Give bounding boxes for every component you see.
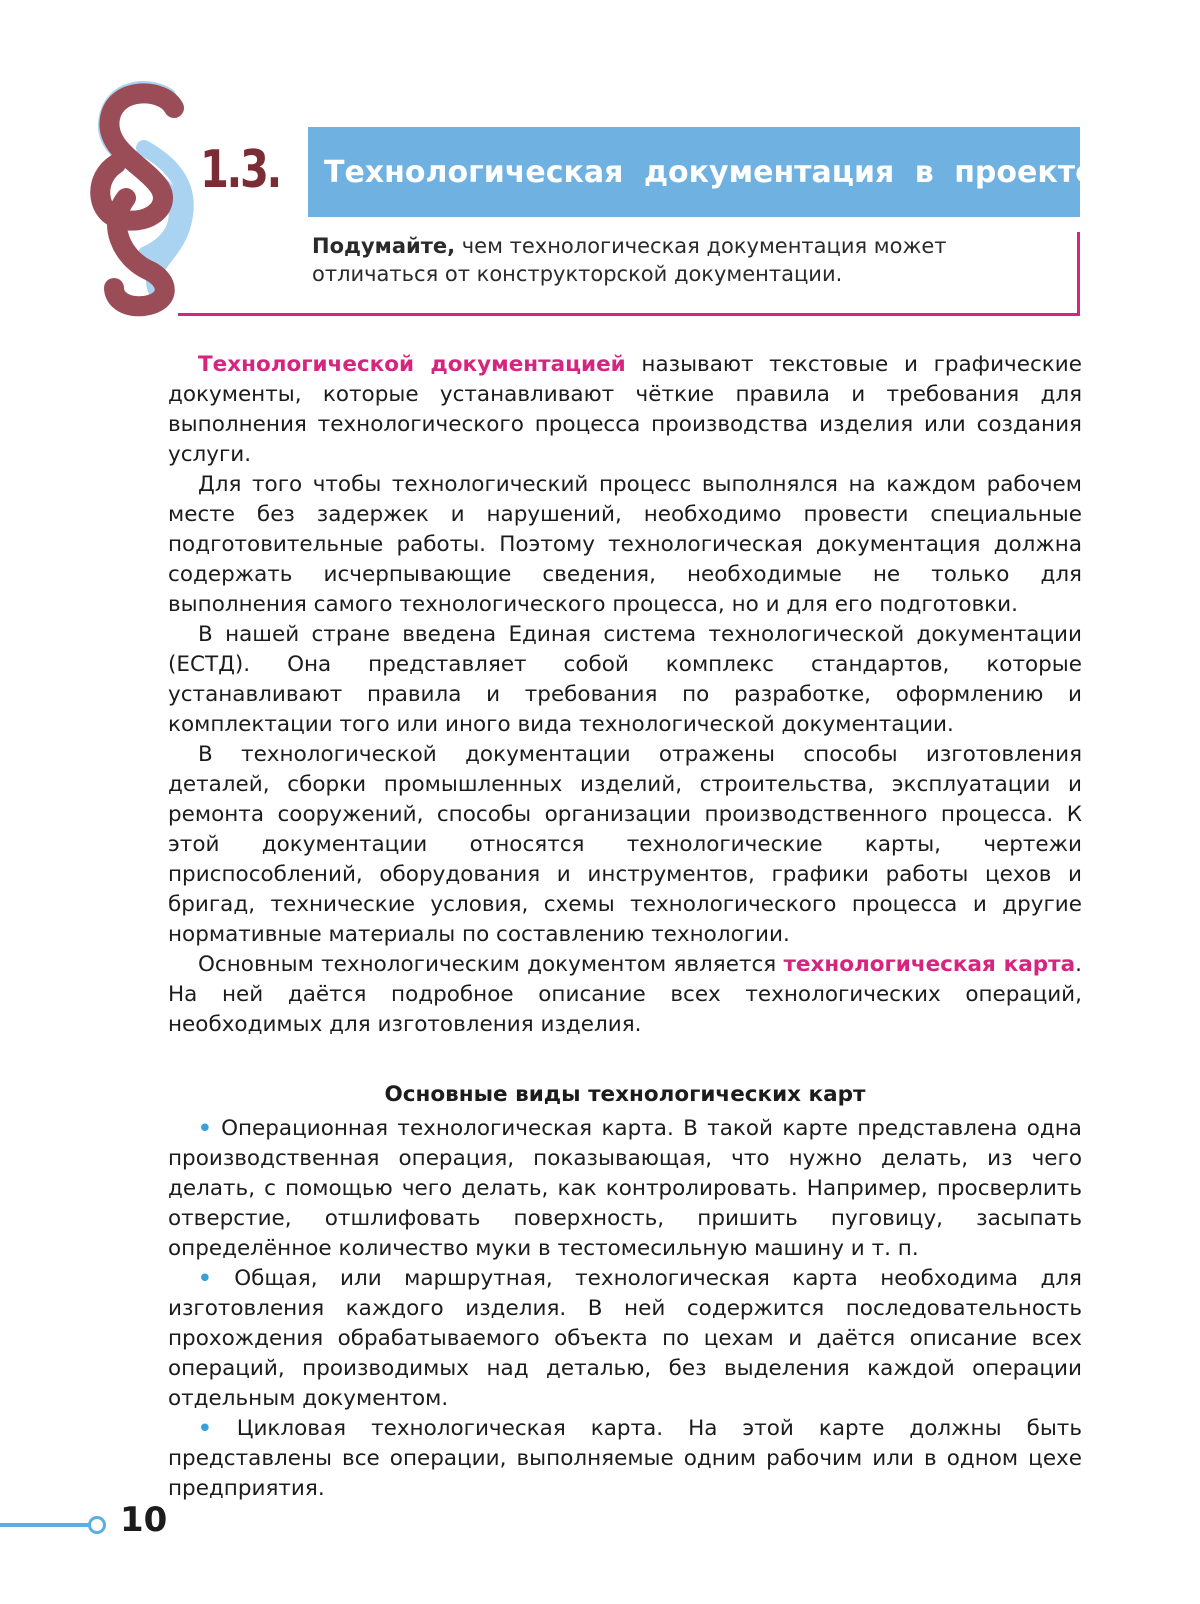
bullet-icon: • — [198, 1416, 212, 1441]
term-highlight: технологическая карта — [783, 952, 1076, 977]
think-prompt — [312, 232, 1068, 288]
page-marker-line — [0, 1523, 92, 1527]
page-number: 10 — [120, 1500, 168, 1540]
think-text: чем технологическая документация может отличаться от конструкторской документации. — [312, 234, 947, 286]
paragraph — [168, 950, 1082, 1040]
think-border-bottom — [178, 313, 1080, 316]
list-item-text: Цикловая технологическая карта. На этой карте должны быть представлены все операции, выполняемые одним рабочим или в одном цехе предприятия. — [168, 1416, 1082, 1501]
section-sign-icon — [86, 78, 206, 318]
title-banner — [308, 127, 1096, 217]
bullet-icon: • — [198, 1266, 212, 1291]
list-item — [168, 1114, 1082, 1264]
paragraph-text: называют текстовые и графические документы, которые устанавливают чёткие правила и требования для выполнения технологического процесса производства изделия или создания услуги. — [168, 352, 1082, 467]
paragraph-text: Основным технологическим документом является — [198, 952, 784, 977]
paragraph-text: . На ней даётся подробное описание всех технологических операций, необходимых для изготовления изделия. — [168, 952, 1082, 1037]
paragraph: Для того чтобы технологический процесс выполнялся на каждом рабочем месте без задержек и нарушений, необходимо провести специальные подготовительные работы. Поэтому технологическая документация должна содержать исчерпывающие сведения, необходимые не только для выполнения самого технологического процесса, но и для его подготовки. — [168, 472, 1082, 617]
list-item — [168, 1264, 1082, 1414]
think-border-right — [1077, 232, 1080, 316]
list-item — [168, 1414, 1082, 1504]
term-highlight: Технологической документацией — [198, 352, 626, 377]
subheading: Основные виды технологических карт — [384, 1082, 866, 1107]
paragraph — [168, 350, 1082, 470]
list-item-text: Общая, или маршрутная, технологическая карта необходима для изготовления каждого изделия. В ней содержится последовательность прохождения обрабатываемого объекта по цехам и даётся описание всех операций, производимых над деталью, без выделения каждой операции отдельным документом. — [168, 1266, 1082, 1411]
bullet-icon: • — [198, 1116, 212, 1141]
page-title: Технологическая документация в проекте — [324, 154, 1096, 190]
body-text — [168, 350, 1082, 1504]
list-item-text: Операционная технологическая карта. В такой карте представлена одна производственная операция, показывающая, что нужно делать, из чего делать, с помощью чего делать, как контролировать. Например, просверлить отверстие, отшлифовать поверхность, пришить пуговицу, засыпать определённое количество муки в тестомесильную машину и т. п. — [168, 1116, 1082, 1261]
section-number: 1.3. — [200, 140, 280, 200]
think-lead: Подумайте, — [312, 234, 456, 258]
paragraph: В нашей стране введена Единая система технологической документации (ЕСТД). Она представляет собой комплекс стандартов, которые устанавливают правила и требования по разработке, оформлению и комплектации того или иного вида технологической документации. — [168, 622, 1082, 737]
page-marker-dot — [88, 1516, 106, 1534]
paragraph: В технологической документации отражены способы изготовления деталей, сборки промышленных изделий, строительства, эксплуатации и ремонта сооружений, способы организации производственного процесса. К этой документации относятся технологические карты, чертежи приспособлений, оборудования и инструментов, графики работы цехов и бригад, технические условия, схемы технологического процесса и другие нормативные материалы по составлению технологии. — [168, 742, 1082, 947]
